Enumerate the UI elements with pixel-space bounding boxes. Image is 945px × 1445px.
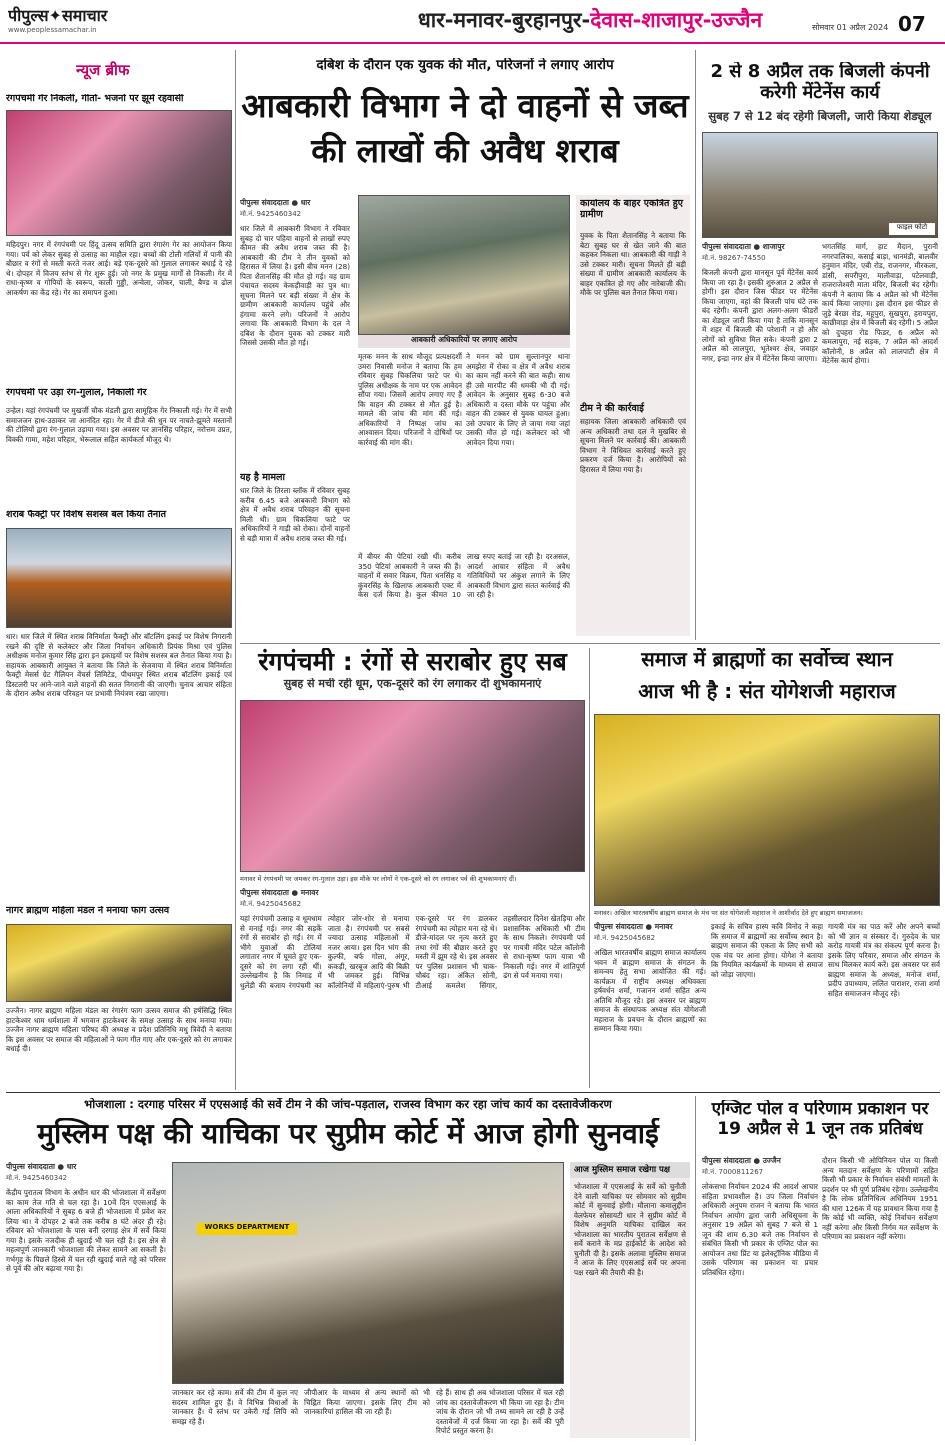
exit-byline: पीपुल्स संवाददाता ● उज्जैन	[702, 1156, 781, 1165]
power-maintenance-story	[700, 50, 940, 640]
brief-item4-title: नागर ब्राह्मण महिला मंडल ने मनाया फाग उत्सव	[6, 906, 170, 916]
newspaper-logo[interactable]	[8, 4, 126, 40]
lead-col2: मृतक मनन के साथ मौजूद प्रत्यक्षदर्शी उमरा निवासी मनोज ने बताया कि हम रविवार सुबह चिकलिया फाटे पर थे। पुलिस अधीक्षक के नाम पर एक आवेदन सौंपा गया। जिसमें आरोप लगाए गए हैं कि वाहन की टक्कर से मौत हुई है। मामले की जांच की मांग की गई। अधिकारियों ने निष्पक्ष जांच का आश्वासन दिया। परिजनों ने दोषियों पर कार्रवाई की मांग की।	[358, 352, 462, 447]
brief-item1-body: महिदपुर। नगर में रंगपंचमी पर हिंदू उत्सव समिति द्वारा रंगारंग गेर का आयोजन किया गया। पर्व को लेकर सुबह से उत्साह का माहौल रहा। बच्चों की टोली गलियों में पानी की बौछार व रंगों से मस्ती करते नजर आई। बड़े एक-दूसरे को गुलाल लगाकर बधाई दे रहे थे। दोपहर में विजय स्तंभ से गेर शुरू हुई। जो नगर के प्रमुख मार्गों से निकली। गेर में राधा-कृष्ण व गोपियों के स्वरूप, काली गुड्डी, अन्वेला, जोकर, चाली, बैण्ड व ढोल आकर्षण का केंद्र रहे। गेर का समापन हुआ।	[6, 240, 232, 297]
saint-headline-2: आज भी है : संत योगेशजी महाराज	[638, 680, 896, 703]
lead-col1-subhead: यह है मामला	[240, 472, 285, 483]
lead-sidebar-title: कार्यालय के बाहर एकत्रित हुए ग्रामीण	[580, 199, 683, 220]
cities-part-b: देवास-शाजापुर-उज्जैन	[590, 8, 763, 32]
lead-headline: आबकारी विभाग ने दो वाहनों से जब्त की लाखों की अवैध शराब	[241, 86, 689, 170]
cities-part-a: धार-मनावर-बुरहानपुर-	[417, 8, 591, 32]
holi-photo-caption: मनावर में रंगपंचमी पर जमकर रंग-गुलाल उड़ा। इस मौके पर लोगों ने एक-दूसरे को रंग लगाकर पर्व की शुभकामनाएं दीं।	[240, 875, 517, 883]
power-lines-photo	[702, 132, 938, 238]
lead-col1: धार जिले में आबकारी विभाग ने रविवार सुबह दो चार पहिया वाहनों से लाखों रुपए कीमत की अवैध शराब जब्त की है। आबकारी की टीम ने तीन युवकों को हिरासत में लिया है। इसी बीच मनन (28) पिता शैतानसिंह की मौत हो गई। वह ग्राम पंचायत सदस्य केकड़ीवाड़ी का पुत्र था। सूचना मिलने पर बड़ी संख्या में क्षेत्र के ग्रामीण आबकारी कार्यालय पहुंचे और हंगामा करने लगे। परिजनों ने आरोप लगाया कि आबकारी विभाग के दल ने दबिश के दौरान युवक को टक्कर मारी जिससे उसकी मौत हो गई।	[240, 224, 350, 347]
lead-sidebar-body2: सहायक जिला आबकारी अधिकारी एवं अन्य अधिकारी तथा दल ने मुखबिर से सूचना मिलने पर कार्रवाई की। आबकारी विभाग ने विधिवत कार्रवाई करते हुए प्रकरण दर्ज किया है। आरोपियों को हिरासत में लिया गया है।	[580, 417, 686, 474]
rangpanchami-story	[240, 648, 585, 1088]
section-divider	[240, 643, 940, 644]
exit-poll-story	[700, 1096, 940, 1441]
bhojshala-mobile: मो.नं. 9425460342	[6, 1174, 68, 1182]
lead-photo-caption: आबकारी अधिकारियों पर लगाए आरोप	[358, 335, 570, 348]
issue-date: सोमवार 01 अप्रैल 2024	[812, 23, 889, 32]
brief-item3-title: शराब फैक्ट्री पर विशेष सशस्त्र बल किया तैनात	[6, 510, 167, 520]
brahmin-samaj-gathering-photo	[594, 714, 940, 906]
power-byline: पीपुल्स संवाददाता ● शाजापुर	[702, 242, 785, 251]
saint-col1: अखिल भारतवर्षीय ब्राह्मण समाज कार्यालय भवन में ब्राह्मण समाज के संगठन के समन्वय हेतु सभा आयोजित की गई। कार्यक्रम में राष्ट्रीय अध्यक्ष अधिवक्ता हर्षवर्धन शर्मा, गजानन शर्मा सहित अन्य अतिथि मौजूद रहे। इस अवसर पर ब्राह्मण समाज के संस्थापक अध्यक्ष संत योगेशजी महाराज के प्रवचन के दौरान ब्राह्मणों का सम्मान किया गया।	[594, 948, 706, 1033]
fag-utsav-photo	[6, 924, 232, 1002]
bhojshala-col4: रहे हैं। साथ ही अब भोजशाला परिसर में चल रही जांच का दस्तावेजीकरण भी किया जा रहा है। टीम जांच के दौरान जो भी तथ्य सामने ला रही है उन्हें दस्तावेजों में दर्ज किया जा रहा है। सर्वे की पूरी रिपोर्ट प्रस्तुत करना है।	[436, 1388, 564, 1435]
file-photo-tag: फाइल फोटो	[889, 223, 935, 235]
bhojshala-story	[6, 1096, 690, 1441]
bhojshala-byline: पीपुल्स संवाददाता ● धार	[6, 1162, 77, 1171]
exit-mobile: मो.नं. 7000811267	[702, 1168, 764, 1176]
exit-col2: दौरान किसी भी ओपिनियन पोल या किसी अन्य मतदान सर्वेक्षण के परिणामों सहित किसी भी प्रकार के निर्वाचन संबंधी मामलों के प्रदर्शन पर भी पूर्ण प्रतिबंध रहेगा। उल्लेखनीय है कि लोक प्रतिनिधित्व अधिनियम 1951 की धारा 126क में यह प्रावधान किया गया है कि कोई भी व्यक्ति, कोई निर्वाचन सर्वेक्षण नहीं करेगा और किसी निर्गम मत सर्वेक्षण के परिणाम का प्रकाशन नहीं करेगा।	[822, 1156, 938, 1241]
brief-item1-title: रंगपंचमी गेर निकली, गीतों- भजनों पर झूमे रहवासी	[6, 94, 184, 104]
power-col1: बिजली कंपनी द्वारा मानसून पूर्व मेंटेनेंस कार्य किया जा रहा है। इसकी शुरुआत 2 अप्रैल से होगी। इस दौरान जिस फीडर पर मेंटेनेंस किया जाएगा, वहां की बिजली पांच घंटे तक बंद रहेगी। कंपनी द्वारा अलग-अलग फीडरों का शेड्यूल जारी किया गया है ताकि मानसून में शहर में बिजली की परेशानी न हो और लोगों को सुविधा मिल सके। कंपनी द्वारा 2 अप्रैल को लालपुरा, भूतेश्वर क्षेत्र, जवाहर नगर, इन्द्रा नगर क्षेत्र में मेंटेनेंस किया जाएगा।	[702, 268, 818, 363]
bhojshala-kicker: भोजशाला : दरगाह परिसर में एएसआई की सर्वे टीम ने की जांच-पड़ताल, राजस्व विभाग कर रहा जांच कार्य का दस्तावेजीकरण	[84, 1098, 612, 1111]
lead-col1b: धार जिले के तिरला ब्लॉक में रविवार सुबह करीब 6.45 बजे आबकारी विभाग को क्षेत्र में अवैध शराब परिवहन की सूचना मिली थी। ग्राम चिकलिया फाटे पर अधिकारियों ने गाड़ी को रोका। दोनों वाहनों से बड़ी मात्रा में अवैध शराब जब्त की गई।	[240, 486, 350, 543]
exit-col1: लोकसभा निर्वाचन 2024 की आदर्श आचार संहिता प्रभावशील है। उप जिला निर्वाचन अधिकारी अनुपम राजन ने बताया कि भारत निर्वाचन आयोग द्वारा जारी अधिसूचना के अनुसार 19 अप्रैल को सुबह 7 बजे से 1 जून की शाम 6.30 बजे तक निर्वाचन से संबंधित किसी भी प्रकार के एग्जिट पोल का आयोजन तथा प्रिंट या इलेक्ट्रॉनिक मीडिया में उसके परिणाम का प्रकाशन या प्रचार प्रतिबंधित रहेगा।	[702, 1182, 818, 1277]
power-headline: 2 से 8 अप्रैल तक बिजली कंपनी करेगी मेंटेनेंस कार्य	[710, 62, 930, 103]
saint-byline: पीपुल्स संवाददाता ● मनावर	[594, 922, 673, 931]
saint-photo-caption: मनावर। अखिल भारतवर्षीय ब्राह्मण समाज के मंच पर संत योगेशजी महाराज ने आशीर्वाद देते हुए ब्राह्मण समाजजन।	[594, 909, 863, 917]
brief-item2-body: उन्हेल। यहां रंगपंचमी पर मुखर्जी चौक मंडली द्वारा सामूहिक गेर निकाली गई। गेर में सभी समाजजन हाथ-उठाकर जा आनंदित रहा। गेर में डीजे की धुन पर नाचते-झूमते मस्तानों की टोलियों द्वारा रंग-गुलाल उड़ाया गया। इस अवसर पर ज्ञानसिंह परिहार, नरोत्तम उप्रत, विक्की गामा, महेश परिहार, भेरूलाल सहित कार्यकर्ता मौजूद थे।	[6, 406, 232, 444]
column-divider	[235, 50, 236, 1090]
section-divider	[6, 1092, 940, 1093]
holi-mobile: मो.नं. 9425045682	[240, 900, 302, 908]
bhojshala-headline: मुस्लिम पक्ष की याचिका पर सुप्रीम कोर्ट में आज होगी सुनवाई	[37, 1118, 659, 1150]
column-divider	[589, 648, 590, 1088]
holi-subheadline: सुबह से मची रही धूम, एक-दूसरे को रंग लगाकर दी शुभकामनाएं	[283, 678, 542, 690]
page-number: 07	[898, 12, 926, 36]
liquor-factory-truck-photo	[6, 528, 232, 628]
brief-item3-body: धार। धार जिले में स्थित शराब विनिर्माता फैक्ट्री और बॉटलिंग इकाई पर विशेष निगरानी रखने की दृष्टि से कलेक्टर और जिला निर्वाचन अधिकारी प्रियंक मिश्रा एवं पुलिस अधीक्षक मनोज कुमार सिंह द्वारा इन इकाइयों पर विशेष सशस्त्र बल तैनात किया गया है। सहायक आबकारी आयुक्त ने बताया कि जिले के सेजवाया में स्थित शराब विनिर्माता फैक्ट्री मेसर्स ग्रेट गैलियन वेंचर्स लिमिटेड, पीथमपुर स्थित शराब बॉटलिंग इकाई एवं डिस्टलरी पर आने-जाने वाले वाहनों की सतत निगरानी की जाएगी। चुनाव आचार संहिता के दौरान अवैध शराब परिवहन पर प्रभावी नियंत्रण रखा जाएगा।	[6, 632, 232, 698]
works-department-sign: WORKS DEPARTMENT	[197, 1223, 297, 1235]
holi-procession-photo	[6, 110, 232, 236]
lead-sidebar-subhead: टीम ने की कार्रवाई	[580, 403, 644, 414]
brief-item2-title: रंगपंचमी पर उड़ा रंग-गुलाल, निकाली गेर	[6, 388, 147, 398]
bhojshala-col1: केंद्रीय पुरातत्व विभाग के अधीन धार की भोजशाला में सर्वेक्षण का काम तेज गति से चल रहा है। 10वें दिन एएसआई के आला अधिकारियों ने सुबह 6 बजे ही भोजशाला में प्रवेश कर लिया था। वे दोपहर 2 बजे तक करीब 8 घंटे अंदर ही रहे। रविवार को भोजशाला के पास बनी दरगाह क्षेत्र में सर्वे किया गया है। इसके नजदीक ही खुदाई भी चल रही है। इस क्षेत्र से महत्वपूर्ण जानकारी भोजशाला की लेकर सामने आ सकती है। गर्भगृह के पिछले हिस्से में चल रही खुदाई वाले गड्ढे को परिसर से पूर्व की ओर बढ़ाया गया है।	[6, 1188, 166, 1273]
lead-kicker: दबिश के दौरान एक युवक की मौत, परिजनों ने लगाए आरोप	[316, 58, 614, 73]
saint-col2: इकाई के सचिव हास्य कवि विनोद ने कहा कि समाज में ब्राह्मणों का सर्वोच्च स्थान है। ब्राह्मण समाज की एकता के लिए सभी को एक मंच पर आना होगा। योगेश ने बताया कि नियमित कार्यक्रमों के माध्यम से समाज को जोड़ा जाएगा।	[711, 922, 823, 979]
holi-celebration-photo	[240, 700, 585, 872]
saint-mobile: मो.नं. 9425045682	[594, 934, 656, 942]
holi-headline: रंगपंचमी : रंगों से सराबोर हुए सब	[258, 648, 567, 676]
news-brief-column	[6, 50, 232, 1090]
holi-body: यहां रंगपंचमी उत्साह व धूमधाम से मनाई गई। नगर की सड़कें रंगों से सराबोर हो गईं। रंग में भीगे युवाओं की टोलियां लगातार नगर में घूमते हुए एक-दूसरे को रंग लगा रही थीं। उल्लेखनीय है कि निमाड़ में धुलेंडी की बजाय रंगपंचमी का त्योहार जोर-शोर से मनाया जाता है। रंगपंचमी पर सबसे ज्यादा उत्साह महिलाओं में नजर आया। इस दिन भांग की कुल्फी, बर्फ गोला, अंगूर, ककड़ी, खरबूज आदि की बिक्री भी जमकर हुई। विभिन्न कॉलोनियों में महिलाएं-पुरुष भी एक-दूसरे पर रंग डालकर रंगपंचमी का त्योहार मना रहे थे। डीजे-मांदल पर नृत्य करते हुए तथा रंगों की बौछार करते हुए मस्ती में झूम रहे थे। इस अवसर पर पुलिस प्रशासन भी चाक-चौबंद रहा। अंकित सोनी, टीआई कमलेश सिंगार, तहसीलदार दिनेश खेतड़िया और प्रशासनिक अधिकारी भी टीम के साथ निकले। रंगपंचमी पर्व पर गायत्री मंदिर पटेल कॉलोनी से राधा-कृष्ण फाग यात्रा भी निकाली गई। नगर में शांतिपूर्ण ढंग से पर्व मनाया गया।	[240, 914, 585, 990]
news-brief-label: न्यूज ब्रीफ	[76, 61, 130, 79]
edition-cities	[290, 6, 890, 36]
lead-sidebar	[576, 195, 690, 636]
lead-bottom-row: में बीयर की पेटियां रखी थीं। करीब 350 पेटियां आबकारी ने जब्त की हैं। वाहनों में सवार विक्रम, पिता धनसिंह व कुंवरसिंह के खिलाफ आबकारी एक्ट में केस दर्ज किया है। कुल कीमत 10 लाख रुपए बताई जा रही है। दरअसल, आदर्श आचार संहिता में अवैध गतिविधियों पर अंकुश लगाने के लिए आबकारी विभाग द्वारा सतत कार्रवाई की जा रही है।	[358, 552, 570, 599]
lead-col3: ने मनन को ग्राम सुल्तानपुर थाना अमझेरा में रोका व क्षेत्र में अवैध शराब का काम नहीं करने की बात कही। साथ ही उसे मारपीट की धमकी भी दी गई। आवेदन के अनुसार सुबह 6-30 बजे अधिकारी व दस्ता मौके पर पहुंचा और वाहन की टक्कर से युवक घायल हुआ। उसे उपचार के लिए ले जाया गया जहां उसकी मौत हो गई। कलेक्टर को भी आवेदन दिया गया।	[466, 352, 570, 447]
power-col2: भगतसिंह मार्ग, हाट मैदान, पुरानी नगरपालिका, कसाई बाड़ा, धानमंडी, बालवीर हनुमान मंदिर, एबी रोड, राजनगर, मीरकला, डांसी, सपरीपुरा, मालीवाड़ा, पटेलवाड़ी, राजराजेश्वरी माता मंदिर, बिजली बंद रहेगी। कंपनी ने बताया कि 4 अप्रैल को भी मेंटेनेंस कार्य किया जाएगा। इस दौरान इस फीडर से जुड़े बेरछा रोड, महूपुरा, सुखपुरा, हरायपुरा, काछीवाड़ा क्षेत्र में बिजली बंद रहेगी। 5 अप्रैल को दुपहरा रोड फिडर, 6 अप्रैल को कमलापुरा, नई सड़क, 7 अप्रैल को आदर्श कॉलोनी, 8 अप्रैल को लालपाटी क्षेत्र में मेंटेनेंस कार्य होगा।	[822, 242, 938, 365]
bhojshala-sidebar-body: भोजशाला में एएसआई के सर्वे को चुनौती देने वाली याचिका पर सोमवार को सुप्रीम कोर्ट में सुनवाई होगी। मौलाना कमालुद्दीन वेलफेयर सोसायटी धार ने सुप्रीम कोर्ट में विशेष अनुमति याचिका दाखिल कर भोजशाला का भारतीय पुरातत्व सर्वेक्षण से सर्वे कराने के मप्र हाईकोर्ट के आदेश को चुनौती दी है। इसके अलावा मुस्लिम समाज ने आज के लिए एएसआई सर्वे पर अपना पक्ष रखने की तैयारी की है।	[574, 1182, 686, 1277]
bhojshala-sidebar-title: आज मुस्लिम समाज रखेगा पक्ष	[570, 1162, 690, 1178]
saint-headline-1: समाज में ब्राह्मणों का सर्वोच्च स्थान	[641, 648, 893, 671]
brief-item4-body: उज्जैन। नागर ब्राह्मण महिला मंडल का रंगारंग फाग उत्सव समाज की हर्षसिद्धि स्थित हाटकेश्वर धाम धर्मशाला में भगवान हाटकेश्वर के समक्ष उत्साह के साथ मनाया गया। उज्जैन नागर ब्राह्मण महिला परिषद की अध्यक्ष व प्रदेश प्रतिनिधि मधु त्रिवेदी ने बताया कि इस अवसर पर समाज की महिलाओं ने फाग गीत गाए और एक-दूसरे को रंग लगाकर बधाई दी।	[6, 1006, 232, 1053]
saint-yogeshji-story	[594, 648, 940, 1088]
lead-byline: पीपुल्स संवाददाता ● धार	[240, 198, 311, 207]
power-subheadline: सुबह 7 से 12 बंद रहेगी बिजली, जारी किया शेड्यूल	[708, 110, 932, 123]
logo-name: पीपुल्स✦समाचार	[8, 6, 108, 25]
bhojshala-col3: जीपीआर के माध्यम से अन्य स्थानों को भी चिह्नित किया जाएगा। इसके लिए टीम को जानकारियां हासिल की जा रही हैं।	[304, 1388, 430, 1416]
logo-url: www.peoplessamachar.in	[8, 26, 97, 34]
lead-story	[240, 50, 690, 640]
bhojshala-col2: जानकार कर रहे काम। सर्वे की टीम में कुल नए सदस्य शामिल हुए हैं। वे विभिन्न विधाओं के जानकार हैं। ये स्तंभ पर उकेरी गई लिपि को समझ रहे हैं।	[172, 1388, 298, 1426]
bhojshala-survey-site-photo	[172, 1162, 564, 1384]
lead-sidebar-body: युवक के पिता शैतानसिंह ने बताया कि बेटा सुबह घर से खेत जाने की बात कहकर निकला था। आबकारी की गाड़ी ने उसे टक्कर मारी। सूचना मिलते ही बड़ी संख्या में ग्रामीण आबकारी कार्यालय के बाहर एकत्रित हो गए और नारेबाजी की। मौके पर पुलिस बल तैनात किया गया।	[580, 231, 686, 297]
lead-mobile: मो.नं. 9425460342	[240, 210, 302, 218]
masthead	[0, 0, 945, 44]
holi-byline: पीपुल्स संवाददाता ● मनावर	[240, 888, 319, 897]
bhojshala-sidebar	[570, 1162, 690, 1438]
exit-poll-headline: एग्जिट पोल व परिणाम प्रकाशन पर 19 अप्रैल से 1 जून तक प्रतिबंध	[711, 1100, 929, 1139]
column-divider	[695, 50, 696, 640]
excise-office-crowd-photo	[358, 195, 570, 335]
saint-col3: गायत्री मंत्र का पाठ करें और अपने बच्चों को भी ज्ञान व संस्कार दें। गुरुदेव के चार करोड़ गायत्री मंत्र का संकल्प पूर्ण करना है। इसके लिए परिवार, समाज और संगठन के साथ मिलकर कार्य करें। इस अवसर पर सर्व ब्राह्मण समाज के अध्यक्ष, मनोज शर्मा, प्रदीप उपाध्याय, ललित पाराशर, राजा शर्मा सहित समाजजन मौजूद रहे।	[828, 922, 940, 998]
column-divider	[695, 1096, 696, 1441]
power-mobile: मो.नं. 98267-74550	[702, 254, 766, 262]
